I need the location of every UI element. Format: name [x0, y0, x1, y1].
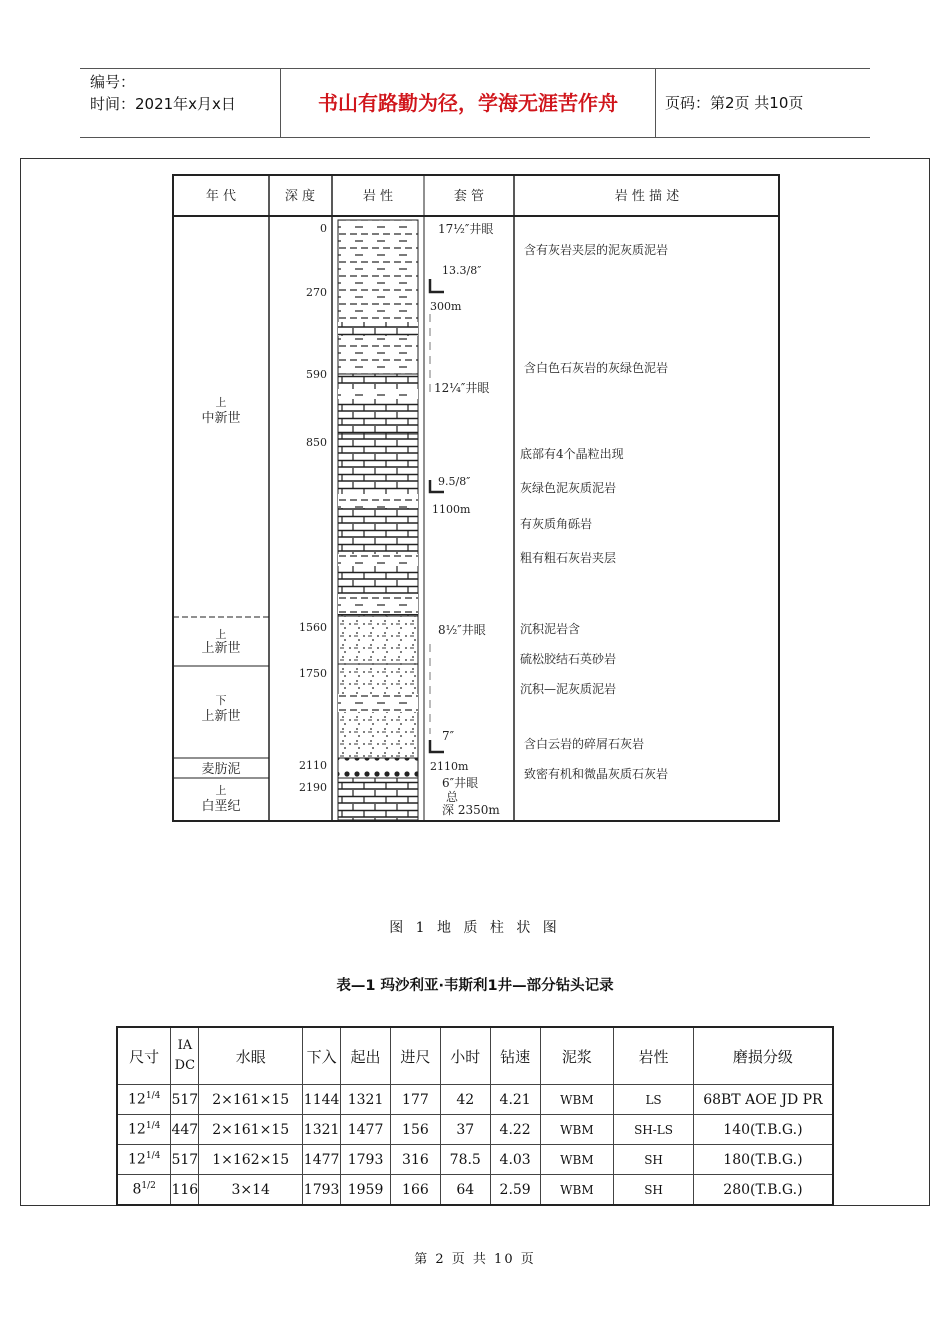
cell-footage: 177 — [391, 1085, 441, 1115]
cell-nozzle: 1×162×15 — [199, 1145, 303, 1175]
page-footer: 第 2 页 共 10 页 — [414, 1252, 536, 1267]
cell-in: 1144 — [303, 1085, 341, 1115]
cell-rop: 2.59 — [490, 1175, 540, 1206]
cell-out: 1793 — [341, 1145, 391, 1175]
cell-in: 1477 — [303, 1145, 341, 1175]
age-label-line1: 上 — [215, 396, 227, 409]
cell-size — [117, 1145, 171, 1175]
cell-hours: 64 — [440, 1175, 490, 1206]
th-iadc — [171, 1027, 199, 1085]
cell-mud: WBM — [540, 1085, 614, 1115]
cell-out: 1321 — [341, 1085, 391, 1115]
cell-rop: 4.21 — [490, 1085, 540, 1115]
cell-lithology: SH — [614, 1175, 694, 1206]
age-label: 中新世 — [201, 411, 241, 426]
th-nozzle: 水眼 — [199, 1027, 303, 1085]
depth-label: 850 — [306, 436, 327, 449]
lithology-description: 致密有机和微晶灰质石灰岩 — [524, 767, 669, 781]
casing-label: 1100m — [432, 503, 471, 516]
lithology-description: 沉积泥岩含 — [520, 622, 581, 636]
cell-hours: 78.5 — [440, 1145, 490, 1175]
th-hours: 小时 — [440, 1027, 490, 1085]
cell-nozzle: 3×14 — [199, 1175, 303, 1206]
header-time: 时间：2021年x月x日 — [90, 95, 236, 113]
table-row — [117, 1145, 833, 1175]
th-out: 起出 — [341, 1027, 391, 1085]
age-label: 上新世 — [201, 641, 241, 656]
header-motto: 书山有路勤为径，学海无涯苦作舟 — [280, 69, 656, 137]
th-mud: 泥浆 — [540, 1027, 614, 1085]
th-size: 尺寸 — [117, 1027, 171, 1085]
casing-label: 6″井眼 — [442, 776, 479, 790]
cell-rop: 4.22 — [490, 1115, 540, 1145]
table-header-row — [117, 1027, 833, 1085]
cell-size — [117, 1175, 171, 1206]
cell-mud: WBM — [540, 1115, 614, 1145]
depth-label: 2110 — [299, 759, 327, 772]
cell-rop: 4.03 — [490, 1145, 540, 1175]
cell-hours: 42 — [440, 1085, 490, 1115]
col-header-casing: 套 管 — [453, 189, 485, 204]
depth-label: 2190 — [299, 781, 327, 794]
col-header-description: 岩 性 描 述 — [614, 189, 680, 204]
cell-footage: 166 — [391, 1175, 441, 1206]
th-iadc-text: IADC — [174, 1038, 196, 1073]
lithology-description: 含白色石灰岩的灰绿色泥岩 — [524, 361, 669, 375]
size-whole: 12 — [128, 1091, 146, 1108]
cell-wear: 180(T.B.G.) — [693, 1145, 833, 1175]
casing-label: 300m — [430, 300, 462, 313]
size-fraction: 1/4 — [145, 1091, 161, 1102]
lithology-description: 底部有4个晶粒出现 — [520, 447, 624, 461]
casing-label: 17½″井眼 — [438, 222, 494, 236]
cell-nozzle: 2×161×15 — [199, 1115, 303, 1145]
figure-caption: 图 1 地 质 柱 状 图 — [389, 920, 561, 936]
cell-iadc: 116 — [171, 1175, 199, 1206]
casing-label: 13.3/8″ — [442, 264, 482, 277]
casing-label: 12¼″井眼 — [434, 381, 490, 395]
cell-out: 1477 — [341, 1115, 391, 1145]
depth-label: 270 — [306, 286, 327, 299]
table-title: 表—1 玛沙利亚·韦斯利1井—部分钻头记录 — [336, 978, 614, 994]
lithology-description: 含有灰岩夹层的泥灰质泥岩 — [524, 243, 669, 257]
table-row — [117, 1085, 833, 1115]
cell-wear: 140(T.B.G.) — [693, 1115, 833, 1145]
casing-label: 9.5/8″ — [438, 475, 471, 488]
lithology-description: 沉积—泥灰质泥岩 — [520, 682, 617, 696]
table-row — [117, 1115, 833, 1145]
casing-label: 7″ — [442, 729, 455, 743]
cell-in: 1321 — [303, 1115, 341, 1145]
depth-label: 0 — [320, 222, 327, 235]
th-rop: 钻速 — [490, 1027, 540, 1085]
casing-label: 2110m — [430, 760, 469, 773]
th-wear: 磨损分级 — [693, 1027, 833, 1085]
cell-hours: 37 — [440, 1115, 490, 1145]
cell-footage: 156 — [391, 1115, 441, 1145]
cell-lithology: SH — [614, 1145, 694, 1175]
cell-mud: WBM — [540, 1145, 614, 1175]
page-header — [80, 68, 870, 138]
casing-label: 深 2350m — [442, 803, 500, 817]
col-header-age: 年 代 — [205, 189, 237, 204]
age-label-line1: 上 — [215, 628, 227, 641]
size-fraction: 1/4 — [145, 1151, 161, 1162]
table-row — [117, 1175, 833, 1206]
age-label: 上新世 — [201, 709, 241, 724]
geologic-column-svg — [172, 174, 780, 822]
cell-in: 1793 — [303, 1175, 341, 1206]
age-label: 麦肪泥 — [201, 762, 241, 777]
cell-mud: WBM — [540, 1175, 614, 1206]
col-header-lithology: 岩 性 — [362, 189, 394, 204]
cell-size — [117, 1085, 171, 1115]
cell-size — [117, 1115, 171, 1145]
bit-record-table — [116, 1026, 834, 1206]
casing-label: 8½″井眼 — [438, 623, 486, 637]
cell-wear: 68BT AOE JD PR — [693, 1085, 833, 1115]
header-number: 编号： — [90, 73, 136, 91]
cell-out: 1959 — [341, 1175, 391, 1206]
size-fraction: 1/2 — [141, 1181, 156, 1192]
col-header-depth: 深 度 — [284, 189, 316, 204]
header-page: 页码：第2页 共10页 — [665, 94, 804, 112]
header-meta — [80, 69, 280, 137]
lithology-description: 灰绿色泥灰质泥岩 — [520, 481, 617, 495]
th-lithology: 岩性 — [614, 1027, 694, 1085]
lithology-description: 粗有粗石灰岩夹层 — [520, 551, 617, 565]
cell-lithology: SH-LS — [614, 1115, 694, 1145]
size-fraction: 1/4 — [145, 1121, 161, 1132]
cell-wear: 280(T.B.G.) — [693, 1175, 833, 1206]
cell-nozzle: 2×161×15 — [199, 1085, 303, 1115]
size-whole: 12 — [128, 1121, 146, 1138]
cell-iadc: 517 — [171, 1085, 199, 1115]
age-label: 白垩纪 — [201, 799, 241, 814]
lithology-description: 有灰质角砾岩 — [520, 517, 593, 531]
geologic-column-figure — [172, 174, 780, 822]
lithology-description: 硫松胶结石英砂岩 — [520, 652, 617, 666]
lithology-description: 含白云岩的碎屑石灰岩 — [524, 737, 645, 751]
depth-label: 1560 — [299, 621, 327, 634]
cell-footage: 316 — [391, 1145, 441, 1175]
depth-label: 1750 — [299, 667, 327, 680]
th-in: 下入 — [303, 1027, 341, 1085]
size-whole: 8 — [132, 1181, 142, 1198]
cell-iadc: 517 — [171, 1145, 199, 1175]
cell-iadc: 447 — [171, 1115, 199, 1145]
cell-lithology: LS — [614, 1085, 694, 1115]
size-whole: 12 — [128, 1151, 146, 1168]
age-label-line1: 下 — [215, 694, 227, 707]
age-label-line1: 上 — [215, 784, 227, 797]
casing-label: 总 — [446, 790, 459, 804]
th-footage: 进尺 — [391, 1027, 441, 1085]
depth-label: 590 — [306, 368, 327, 381]
